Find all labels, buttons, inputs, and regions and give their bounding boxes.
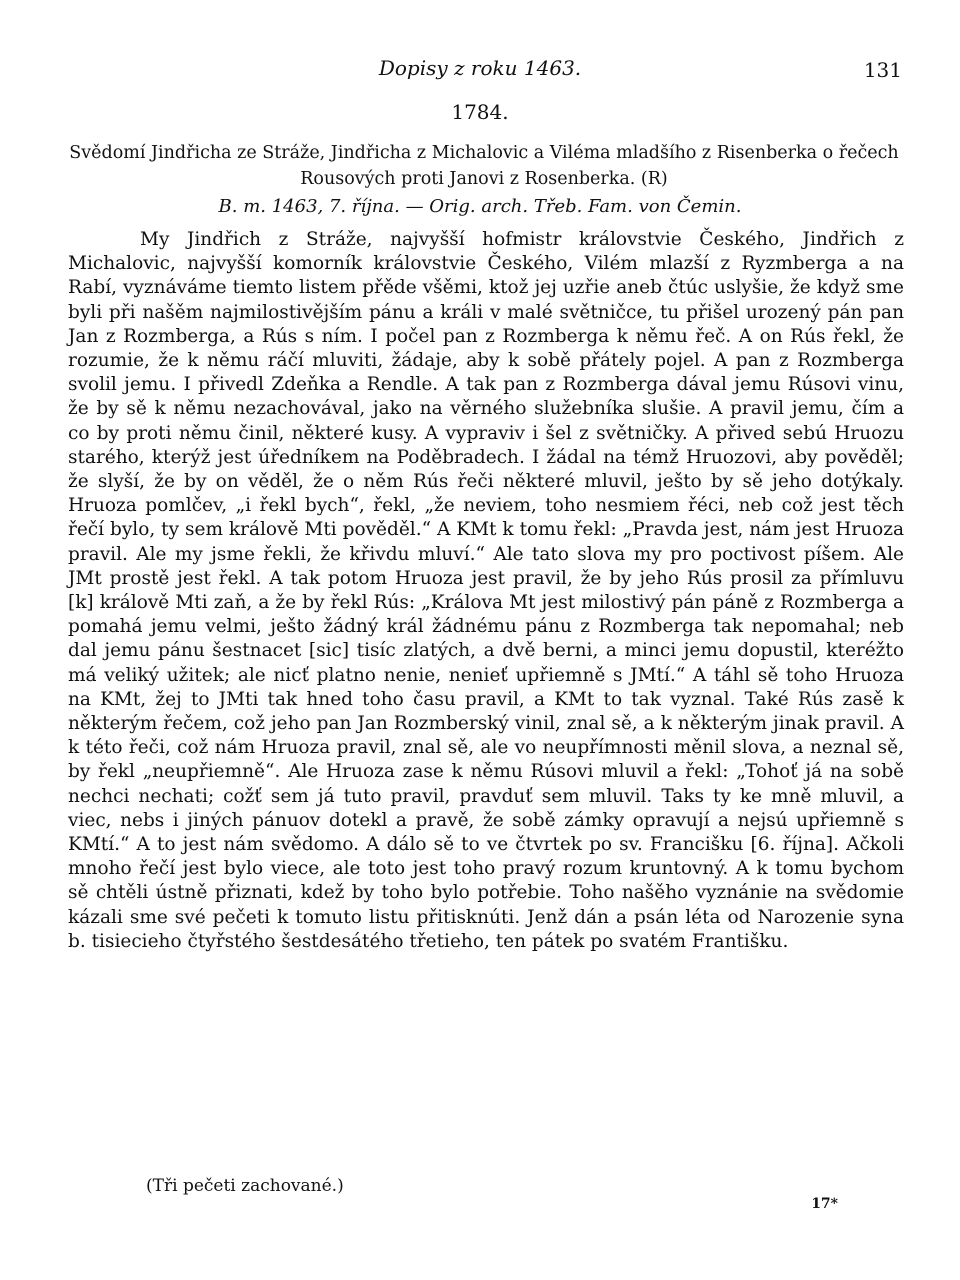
dating-line: B. m. 1463, 7. října. — Orig. arch. Třeb. Fam. von Čemin.: [218, 196, 742, 217]
body-paragraph: My Jindřich z Stráže, najvyšší hofmistr královstvie Českého, Jindřich z Michalovic, najvyšší komorník královstvie Českého, Vilém mlazší z Ryzmberga a na Rabí, vyznáváme tiemto listem přěde všěmi, ktož jej uzřie aneb čtúc uslyšie, že když sme byli při našěm najmilostivějším pánu a králi v malé světničce, tu přišel urozený pán pan Jan z Rozmberga, a Rús s ním. I počel pan z Rozmberga k němu řeč. A on Rús řekl, že rozumie, že k němu ráčí mluviti, žádaje, aby k sobě přátely pojel. A pan z Rozmberga svolil jemu. I přivedl Zdeňka a Rendle. A tak pan z Rozmberga dával jemu Rúsovi vinu, že by sě k němu nezachovával, jako na věrného služebníka slušie. A pravil jemu, čím a co by proti němu činil, některé kusy. A vypraviv i šel z světničky. A přived sebú Hruozu starého, kterýž jest úředníkem na Poděbradech. I žádal na témž Hruozovi, aby pověděl; že slyší, že by on věděl, že o něm Rús řeči některé mluvil, ješto by sě jeho dotýkaly. Hruoza pomlčev, „i řekl bych“, řekl, „že neviem, toho nesmiem řéci, neb což jest těch řečí bylo, ty sem králově Mti pověděl.“ A KMt k tomu řekl: „Pravda jest, nám jest Hruoza pravil. Ale my jsme řekli, že křivdu mluví.“ Ale tato slova my pro poctivost píšem. Ale JMt prostě jest řekl. A tak potom Hruoza jest pravil, že by jeho Rús prosil za přímluvu [k] králově Mti zaň, a že by řekl Rús: „Králova Mt jest milostivý pán páně z Rozmberga a pomahá jemu velmi, ješto žádný král žádnému pánu z Rozmberga tak nepomahal; neb dal jemu pánu šestnacet [sic] tisíc zlatých, a dvě berni, a minci jemu dopustil, kteréžto má veliký užitek; ale nicť platno nenie, nenieť upřiemně s JMtí.“ A táhl sě toho Hruoza na KMt, žej to JMti tak hned toho času pravil, a KMt to tak vyznal. Také Rús zasě k některým řečem, což jeho pan Jan Rozmberský vinil, znal sě, a k některým jinak pravil. A k této řeči, což nám Hruoza pravil, znal sě, ale vo neupřímnosti měnil slova, a neznal sě, by řekl „neupřiemně“. Ale Hruoza zase k němu Rúsovi mluvil a řekl: „Tohoť já na sobě nechci nechati; cožť sem já tuto pravil, pravduť sem mluvil. Taks ty ke mně mluvil, a viec, nebs i jiných pánuov dotekl a pravě, že sobě zámky opravují a nejsú upřiemně s KMtí.“ A to jest nám svědomo. A dálo sě to ve čtvrtek po sv. Francišku [6. října]. Ačkoli mnoho řečí jest bylo viece, ale toto jest toho pravý rozum kruntovný. A k tomu bychom sě chtěli ústně přiznati, kdež by toho bylo potřebie. Toho našěho vyznánie na svědomie kázali sme své pečeti k tomuto listu přitisknúti. Jenž dán a psán léta od Narozenie syna b. tisiecieho čtyřstého šestdesátého třetieho, ten pátek po svatém Františku.: [68, 229, 904, 952]
page-number: 131: [863, 58, 902, 82]
running-title: Dopisy z roku 1463.: [378, 56, 582, 80]
seals-note: (Tři pečeti zachované.): [146, 1176, 344, 1196]
document-number: 1784.: [451, 100, 509, 124]
signature-mark: 17*: [811, 1196, 838, 1212]
document-summary: Svědomí Jindřicha ze Stráže, Jindřicha z Michalovic a Viléma mladšího z Risenberka o řečech Rousových proti Janovi z Rosenberka. (R): [69, 143, 899, 189]
running-head: [0, 56, 960, 86]
